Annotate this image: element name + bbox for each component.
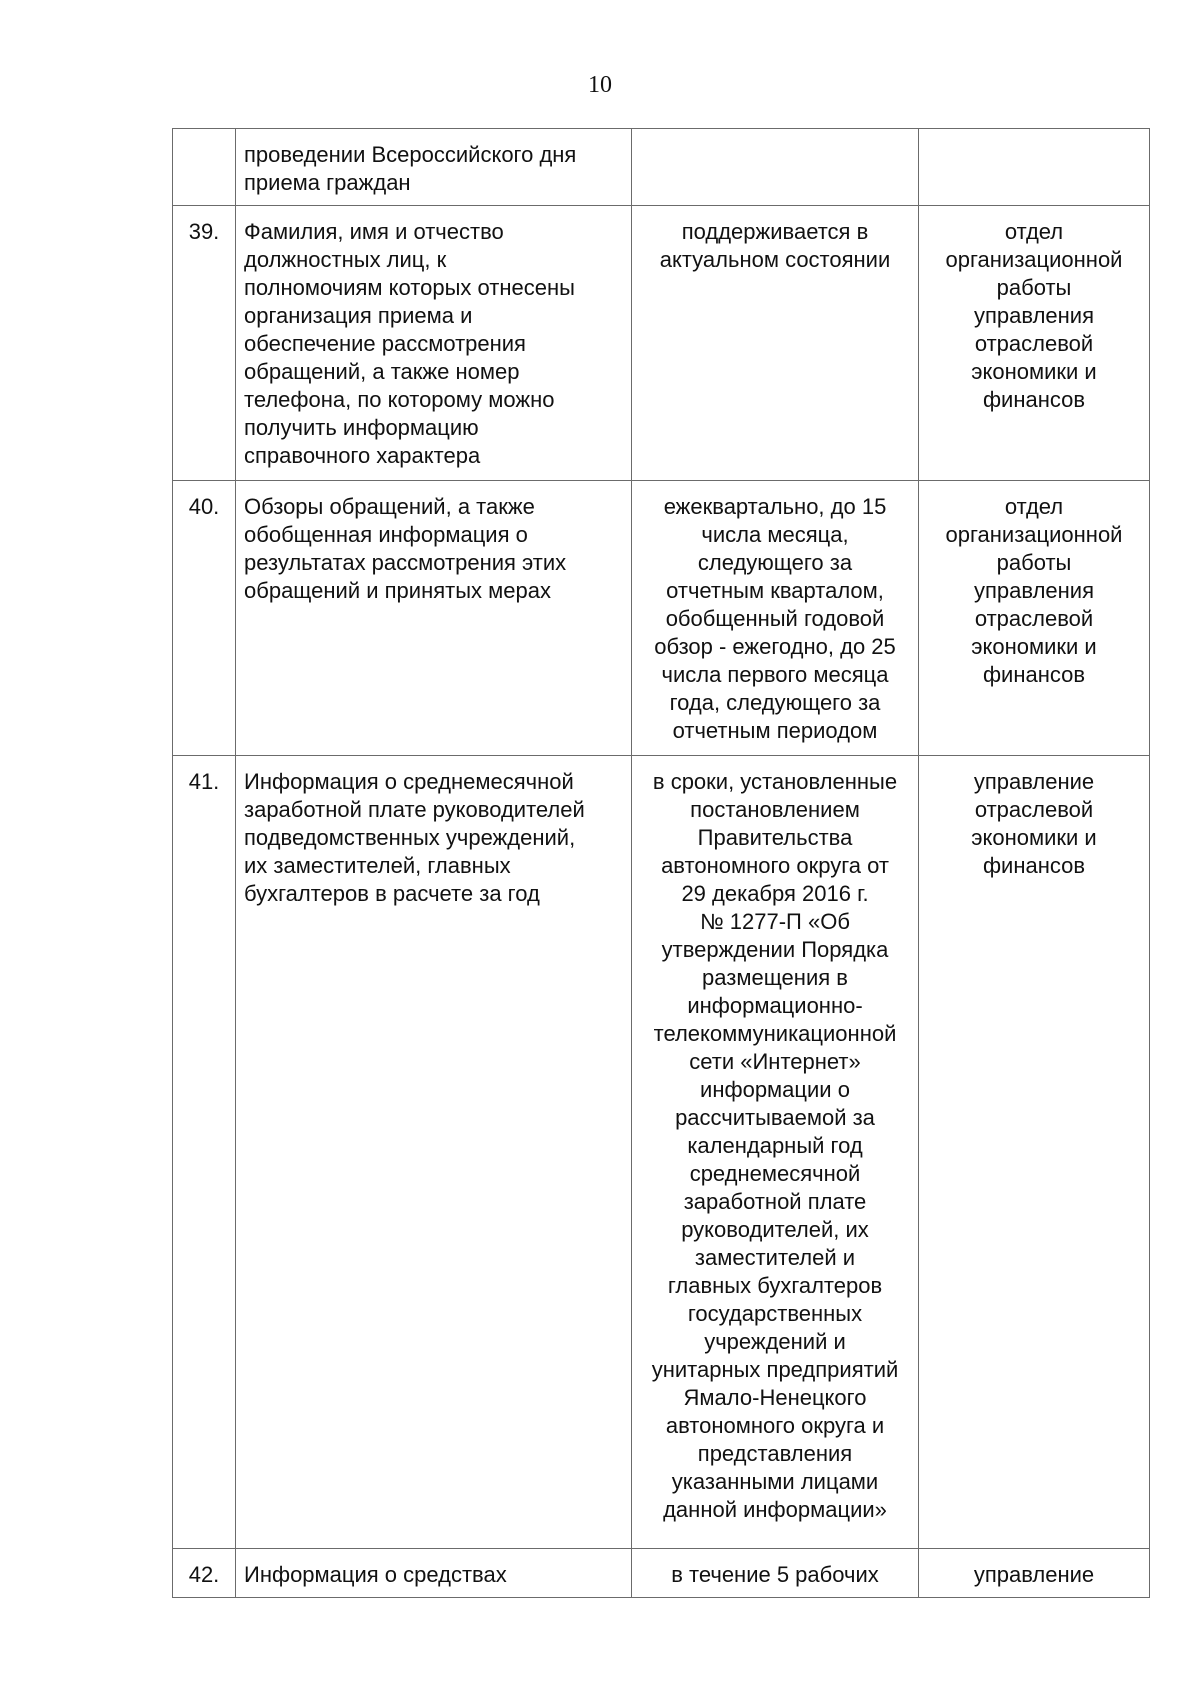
row-number: 41. bbox=[173, 756, 236, 1549]
text-line: главных бухгалтеров bbox=[667, 1273, 883, 1298]
row-number: 42. bbox=[173, 1549, 236, 1598]
text-line: получить информацию bbox=[244, 415, 479, 440]
text-line: отраслевой bbox=[974, 331, 1094, 356]
text-line: обзор - ежегодно, до 25 bbox=[654, 634, 896, 659]
text-line: заработной плате руководителей bbox=[244, 797, 585, 822]
text-line: размещения в bbox=[702, 965, 848, 990]
text-line: финансов bbox=[982, 387, 1086, 412]
text-line: Информация о среднемесячной bbox=[244, 769, 574, 794]
text-line: отдел bbox=[1004, 494, 1064, 519]
text-line: года, следующего за bbox=[669, 690, 881, 715]
text-line: обращений и принятых мерах bbox=[244, 578, 551, 603]
text-line: в течение 5 рабочих bbox=[671, 1562, 879, 1587]
text-line: организационной bbox=[945, 247, 1123, 272]
text-line: справочного характера bbox=[244, 443, 481, 468]
text-line: числа месяца, bbox=[701, 522, 849, 547]
text-line: результатах рассмотрения этих bbox=[244, 550, 567, 575]
text-line: сети «Интернет» bbox=[689, 1049, 861, 1074]
info-name-cell bbox=[236, 481, 632, 756]
table-row bbox=[173, 481, 1150, 756]
text-line: отдел bbox=[1004, 219, 1064, 244]
text-line: Обзоры обращений, а также bbox=[244, 494, 535, 519]
text-line: работы bbox=[996, 275, 1072, 300]
text-line: рассчитываемой за bbox=[675, 1105, 875, 1130]
text-line: утверждении Порядка bbox=[661, 937, 889, 962]
text-line: данной информации» bbox=[663, 1497, 887, 1522]
text-line: финансов bbox=[982, 853, 1086, 878]
text-line: заработной плате bbox=[683, 1189, 867, 1214]
text-line: должностных лиц, к bbox=[244, 247, 447, 272]
text-line: поддерживается в bbox=[681, 219, 869, 244]
table-row bbox=[173, 129, 1150, 206]
text-line: руководителей, их bbox=[681, 1217, 869, 1242]
deadline-cell bbox=[632, 206, 919, 481]
text-line: отчетным кварталом, bbox=[666, 578, 884, 603]
deadline-cell bbox=[632, 129, 919, 206]
text-line: Ямало-Ненецкого bbox=[683, 1385, 867, 1410]
text-line: заместителей и bbox=[694, 1245, 856, 1270]
text-line: информации о bbox=[700, 1077, 850, 1102]
responsible-cell bbox=[919, 481, 1150, 756]
text-line: следующего за bbox=[697, 550, 853, 575]
text-line: экономики и bbox=[971, 825, 1097, 850]
text-line: приема граждан bbox=[244, 170, 411, 195]
info-name-cell bbox=[236, 1549, 632, 1598]
table-row bbox=[173, 1549, 1150, 1598]
text-line: учреждений и bbox=[704, 1329, 846, 1354]
text-line: управления bbox=[974, 303, 1094, 328]
text-line: обращений, а также номер bbox=[244, 359, 520, 384]
text-line: ежеквартально, до 15 bbox=[663, 494, 887, 519]
text-line: отраслевой bbox=[974, 797, 1094, 822]
info-name-cell bbox=[236, 206, 632, 481]
table-row bbox=[173, 756, 1150, 1549]
info-name-cell bbox=[236, 756, 632, 1549]
text-line: календарный год bbox=[687, 1133, 863, 1158]
text-line: экономики и bbox=[971, 359, 1097, 384]
text-line: № 1277-П «Об bbox=[700, 909, 850, 934]
info-name-cell bbox=[236, 129, 632, 206]
deadline-cell bbox=[632, 481, 919, 756]
text-line: унитарных предприятий bbox=[651, 1357, 899, 1382]
text-line: телекоммуникационной bbox=[653, 1021, 897, 1046]
text-line: автономного округа от bbox=[661, 853, 889, 878]
text-line: Правительства bbox=[697, 825, 853, 850]
text-line: телефона, по которому можно bbox=[244, 387, 555, 412]
table-row bbox=[173, 206, 1150, 481]
text-line: в сроки, установленные bbox=[652, 769, 898, 794]
row-number bbox=[173, 129, 236, 206]
text-line: указанными лицами bbox=[671, 1469, 879, 1494]
responsible-cell bbox=[919, 129, 1150, 206]
responsible-cell bbox=[919, 756, 1150, 1549]
page-number: 10 bbox=[588, 72, 612, 98]
deadline-cell bbox=[632, 756, 919, 1549]
text-line: обобщенная информация о bbox=[244, 522, 528, 547]
text-line: управления bbox=[974, 578, 1094, 603]
text-line: 29 декабря 2016 г. bbox=[681, 881, 869, 906]
text-line: отраслевой bbox=[974, 606, 1094, 631]
text-line: управление bbox=[973, 1562, 1095, 1587]
text-line: среднемесячной bbox=[689, 1161, 861, 1186]
text-line: полномочиям которых отнесены bbox=[244, 275, 575, 300]
text-line: Информация о средствах bbox=[244, 1562, 507, 1587]
text-line: Фамилия, имя и отчество bbox=[244, 219, 504, 244]
text-line: обобщенный годовой bbox=[665, 606, 885, 631]
text-line: управление bbox=[973, 769, 1095, 794]
table-body bbox=[173, 129, 1150, 1598]
text-line: числа первого месяца bbox=[661, 662, 889, 687]
text-line: обеспечение рассмотрения bbox=[244, 331, 526, 356]
text-line: экономики и bbox=[971, 634, 1097, 659]
text-line: постановлением bbox=[690, 797, 860, 822]
row-number: 40. bbox=[173, 481, 236, 756]
text-line: автономного округа и bbox=[665, 1413, 885, 1438]
text-line: информационно- bbox=[687, 993, 863, 1018]
text-line: отчетным периодом bbox=[672, 718, 878, 743]
text-line: государственных bbox=[687, 1301, 863, 1326]
deadline-cell bbox=[632, 1549, 919, 1598]
text-line: подведомственных учреждений, bbox=[244, 825, 576, 850]
text-line: бухгалтеров в расчете за год bbox=[244, 881, 540, 906]
text-line: представления bbox=[697, 1441, 853, 1466]
responsible-cell bbox=[919, 206, 1150, 481]
text-line: организация приема и bbox=[244, 303, 473, 328]
information-table bbox=[172, 128, 1150, 1598]
row-number: 39. bbox=[173, 206, 236, 481]
responsible-cell bbox=[919, 1549, 1150, 1598]
text-line: финансов bbox=[982, 662, 1086, 687]
text-line: актуальном состоянии bbox=[659, 247, 891, 272]
text-line: организационной bbox=[945, 522, 1123, 547]
text-line: их заместителей, главных bbox=[244, 853, 511, 878]
text-line: работы bbox=[996, 550, 1072, 575]
text-line: проведении Всероссийского дня bbox=[244, 142, 577, 167]
